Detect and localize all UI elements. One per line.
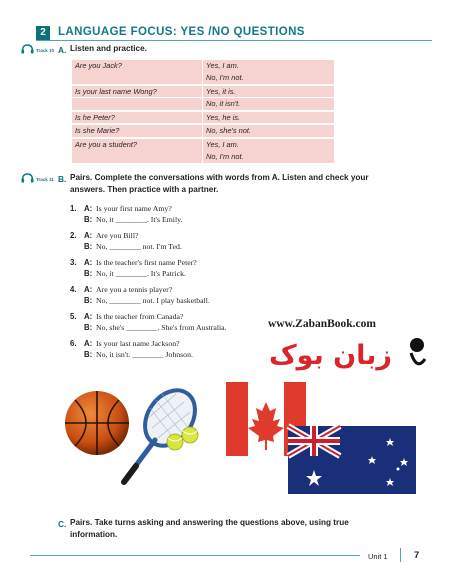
australia-flag-illustration [288,426,416,494]
line-a [84,203,172,214]
illustrations [60,378,440,498]
exercise-instruction [70,517,349,541]
answer-cell: No, I'm not. [206,151,244,161]
speaker-label: A: [84,204,93,213]
line-b [84,214,182,225]
yes-no-table [72,60,334,163]
track-label[interactable]: Track 11 [36,177,54,182]
exercise-letter: A. [58,45,67,55]
item-number: 6. [70,339,77,348]
instruction-line: Pairs. Complete the conversations with words from A. Listen and check your [70,173,369,182]
line-a [84,257,197,268]
instruction-line: Pairs. Take turns asking and answering the questions above, using true [70,518,349,527]
item-number: 2. [70,231,77,240]
page-number: 7 [414,550,420,561]
exercise-letter: C. [58,519,67,529]
exercise-letter: B. [58,174,67,184]
instruction-line: information. [70,530,118,539]
speaker-label: A: [84,258,93,267]
question-cell: Is she Marie? [75,126,120,136]
line-text-blank[interactable]: No, ________ not. I'm Ted. [96,242,182,251]
answer-cell: Yes, it is. [206,86,236,96]
watermark-logo [265,331,435,377]
footer-rule [30,555,360,556]
table-row [72,151,334,163]
table-row [72,60,334,72]
instruction-line: answers. Then practice with a partner. [70,185,219,194]
table-row [72,86,334,98]
line-text: Is the teacher from Canada? [96,312,184,321]
line-b [84,322,227,333]
speaker-label: A: [84,285,93,294]
question-cell: Are you a student? [75,139,138,149]
headphones-icon [21,44,34,54]
line-a [84,311,183,322]
item-number: 3. [70,258,77,267]
table-row [72,112,334,124]
section-title: LANGUAGE FOCUS: YES /NO QUESTIONS [58,26,305,38]
speaker-label: B: [84,350,93,359]
answer-cell: Yes, he is. [206,112,241,122]
speaker-label: B: [84,323,93,332]
question-cell: Are you Jack? [75,61,122,70]
section-number: 2 [36,26,50,40]
speaker-label: B: [84,296,93,305]
line-text-blank[interactable]: No, she's ________. She's from Australia. [96,323,227,332]
line-text: Is the teacher's first name Peter? [96,258,197,267]
line-text-blank[interactable]: No, it ________. It's Emily. [96,215,183,224]
table-row [72,72,334,84]
answer-cell: Yes, I am. [206,61,239,70]
line-a [84,338,180,349]
table-row [72,125,334,137]
line-text-blank[interactable]: No, it isn't. ________ Johnson. [96,350,193,359]
answer-cell: No, I'm not. [206,73,244,83]
unit-label: Unit 1 [368,552,388,561]
table-row [72,98,334,110]
exercise-instruction: Listen and practice. [70,44,147,53]
line-b [84,241,182,252]
table-row [72,139,334,151]
line-text-blank[interactable]: No, ________ not. I play basketball. [96,296,210,305]
section-header [36,25,432,41]
line-a [84,284,172,295]
line-text: Are you a tennis player? [96,285,173,294]
speaker-label: A: [84,231,93,240]
item-number: 4. [70,285,77,294]
line-a [84,230,138,241]
item-number: 1. [70,204,77,213]
basketball-illustration [65,391,129,455]
line-text-blank[interactable]: No, it ________. It's Patrick. [96,269,186,278]
answer-cell: No, she's not. [206,126,251,136]
headphones-icon [21,173,34,183]
watermark-url: www.ZabanBook.com [268,318,376,330]
exercise-instruction [70,172,369,196]
speaker-label: B: [84,269,93,278]
track-label[interactable]: Track 10 [36,48,55,53]
speaker-label: B: [84,242,93,251]
speaker-label: B: [84,215,93,224]
line-b [84,268,186,279]
line-text: Is your last name Jackson? [96,339,180,348]
line-b [84,349,193,360]
line-text: Is your first name Amy? [96,204,172,213]
item-number: 5. [70,312,77,321]
speaker-label: A: [84,339,93,348]
question-cell: Is your last name Wong? [75,86,157,96]
footer-divider [400,548,401,562]
watermark-logo-text: زبان بوک [269,340,392,371]
speaker-label: A: [84,312,93,321]
line-b [84,295,210,306]
answer-cell: Yes, I am. [206,139,239,149]
line-text: Are you Bill? [96,231,139,240]
question-cell: Is he Peter? [75,112,115,122]
answer-cell: No, it isn't. [206,98,241,108]
